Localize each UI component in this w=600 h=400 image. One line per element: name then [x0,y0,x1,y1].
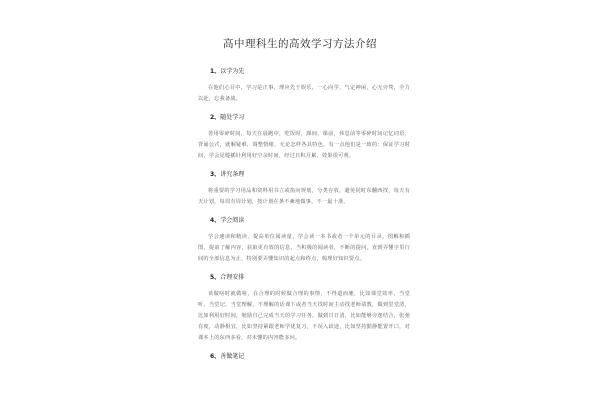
section-title: 合理安排 [220,274,245,281]
section-number: 1、 [210,68,221,75]
section-number: 2、 [210,114,221,121]
section-title: 学会阅读 [220,217,245,224]
section-paragraph: 善用零碎时间，每天在晨跑中，吃饭时，課间，课前，休息前等零碎时间记忆词语，背诵公式，就解疑难，调整情绪，无论怎样各具特色，有一点他们是一致的：保证学习时间，学会见缝插针利用好空余时间，经过日积月累，效果很可观。 [198,131,410,159]
section-title: 以学为先 [220,68,245,75]
section-heading [198,114,410,122]
section-title: 讲究条理 [220,171,245,178]
section-title: 善做笔记 [220,353,245,360]
section-6 [198,353,410,361]
section-3 [198,171,410,208]
section-title: 随处学习 [220,114,245,121]
section-paragraph: 将重要的学习用品和资料用书立或指向规划，分类存放，避免同时东翻西找，每天有天计划，每周有周计划，按计划在条不紊地做事，不一最十准。 [198,188,410,205]
section-number: 5、 [210,274,221,281]
section-number: 3、 [210,171,221,178]
section-number: 6、 [210,353,221,360]
section-number: 4、 [210,217,221,224]
page-title: 高中理科生的高效学习方法介绍 [223,38,377,50]
section-heading [198,68,410,76]
section-heading [198,171,410,179]
section-heading [198,353,410,361]
section-heading [198,217,410,225]
section-2 [198,114,410,162]
document-body [198,68,410,368]
section-4 [198,217,410,265]
section-paragraph: 学会速读和精读，提高单位阅读量，学会读一本书或者一个单元的目录，图解和插图，提前了解内容，获取更有效的信息，当积极的阅读者，不断的提问，直到弄懂字里行间的全部信息为止，特别要弄懂知识的起点和终点，梳理好知识要点。 [198,234,410,262]
section-paragraph: 在他们心目中，学习是正事，理应先于娱乐，一心向学，气定神闲，心无旁骛，全力以赴，忘我备战。 [198,85,410,102]
section-1 [198,68,410,105]
section-paragraph: 该做啥时就做啥，在合理的时候做合理的事情，不得道而驰，比如课堂效率，当堂听，当堂记，当堂理解，不理解的话课下或者当天找时间主动找老师请教，做到堂堂清，比如利用好时间，勉励自己完成当天的学习任务，做到日日清，比如能够旁逸结合，张弛有度，动静相宜，比如坚持紧跟老师学优复习，不误入歧途，比如坚持勤静能置开口，对课本上的东西多看，对未懂的内容能多问。 [198,291,410,341]
section-heading [198,274,410,282]
section-5 [198,274,410,344]
